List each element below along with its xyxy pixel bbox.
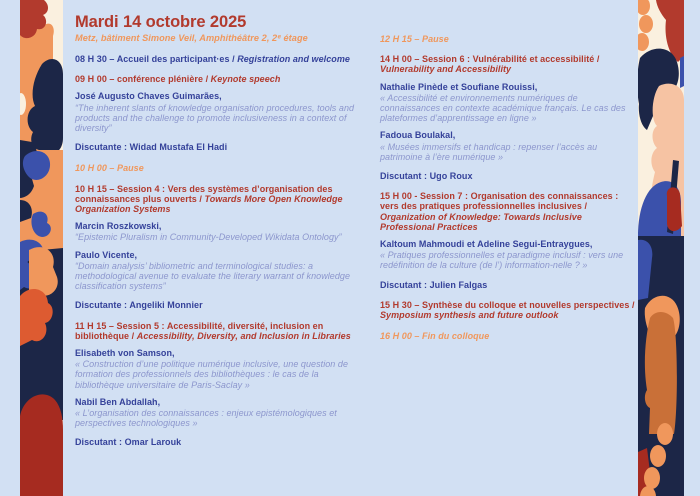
language-separator: / <box>629 299 635 310</box>
language-separator: / <box>129 330 137 341</box>
session-title-fr: 15 H 00 - Session 7 : Organisation des connaissances : vers des pratiques professionnelles inclusives <box>380 191 619 212</box>
talk-title: « Accessibilité et environnements numériques de connaissances en contexte académique français. Le cas des plateformes d’apprentissage en ligne » <box>380 92 626 124</box>
discussant-line: Discutante : Widad Mustafa El Hadi <box>75 142 228 153</box>
session-entry <box>75 184 367 215</box>
talk-title: “Epistemic Pluralism in Community-Developed Wikidata Ontology” <box>75 232 342 243</box>
abstract-profiles-illustration-left <box>20 0 63 496</box>
language-separator: / <box>203 74 211 85</box>
left-border-art <box>20 0 63 496</box>
language-separator: / <box>229 54 238 64</box>
session-title-en: Organization of Knowledge: Towards Inclusive Professional Practices <box>380 211 582 232</box>
session-entry <box>75 74 367 84</box>
speaker-name: Kaltoum Mahmoudi et Adeline Segui-Entraygues, <box>380 239 593 250</box>
speaker-name: Marcin Roszkowski, <box>75 221 162 232</box>
session-title-en: Keynote speech <box>210 74 281 85</box>
discussant-line: Discutant : Ugo Roux <box>380 171 473 182</box>
talk-title: « Pratiques professionnelles et paradigme inclusif : vers une redéfinition de la culture (de l’) information-nelle ? » <box>380 250 624 271</box>
session-title-en: Registration and welcome <box>237 54 350 64</box>
session-entry <box>75 54 367 64</box>
speaker-name: Paulo Vicente, <box>75 249 138 260</box>
speaker-name: Nathalie Pinède et Soufiane Rouissi, <box>380 81 538 92</box>
session-title-en: Symposium synthesis and future outlook <box>380 310 559 321</box>
session-entry <box>380 300 637 320</box>
session-title-en: Towards More Open Knowledge Organization Systems <box>75 193 343 215</box>
session-entry <box>380 191 637 232</box>
pause-item: 10 H 00 – Pause <box>75 163 144 174</box>
program-blocks-left <box>75 54 367 448</box>
session-title-fr: 14 H 00 – Session 6 : Vulnérabilité et accessibilité <box>380 54 595 65</box>
speaker-name: José Augusto Chaves Guimarães, <box>75 91 222 102</box>
talk-title: « L’organisation des connaissances : enjeux epistémologiques et perspectives technologiques » <box>75 408 337 429</box>
language-separator: / <box>196 193 205 204</box>
language-separator: / <box>581 201 587 212</box>
session-title-fr: 10 H 15 – Session 4 : Vers des systèmes d’organisation des connaissances plus ouverts <box>75 183 333 204</box>
speaker-name: Elisabeth von Samson, <box>75 348 175 359</box>
pause-item: 12 H 15 – Pause <box>380 34 449 44</box>
program-column-right <box>380 34 637 341</box>
discussant-line: Discutante : Angeliki Monnier <box>75 300 203 311</box>
session-title-fr: 09 H 00 – conférence plénière <box>75 74 204 85</box>
session-title-en: Accessibility, Diversity, and Inclusion in Libraries <box>136 330 351 341</box>
talk-title: « Construction d’une politique numérique inclusive, une question de formation des professionnels des bibliothèques : le cas de la bibliothèque universitaire de Paris-Saclay » <box>75 359 349 390</box>
language-separator: / <box>594 54 600 65</box>
abstract-profiles-illustration-right <box>638 0 684 496</box>
right-border-art <box>638 0 684 496</box>
program-column-left <box>75 13 367 448</box>
pause-item: 16 H 00 – Fin du colloque <box>380 331 490 342</box>
speaker-name: Fadoua Boulakal, <box>380 130 456 141</box>
session-entry <box>75 321 367 341</box>
session-title-fr: 08 H 30 – Accueil des participant·es <box>75 54 230 64</box>
talk-title: “Domain analysis’ bibliometric and terminological studies: a methodological avenue to evaluate the literary warrant of knowledge classification systems” <box>75 260 351 292</box>
talk-title: « Musées immersifs et handicap : repenser l’accès au patrimoine à l’ère numérique » <box>380 141 598 162</box>
program-blocks-right <box>380 34 637 341</box>
session-title-en: Vulnerability and Accessibility <box>380 64 512 75</box>
discussant-line: Discutant : Omar Larouk <box>75 437 182 448</box>
session-entry <box>380 54 637 74</box>
venue-subtitle: Metz, bâtiment Simone Veil, Amphithéâtre 2, 2ᵉ étage <box>75 33 308 43</box>
session-title-fr: 15 H 30 – Synthèse du colloque et nouvelles perspectives <box>380 299 630 310</box>
speaker-name: Nabil Ben Abdallah, <box>75 396 161 407</box>
session-title-fr: 11 H 15 – Session 5 : Accessibilité, diversité, inclusion en bibliothèque <box>75 320 324 341</box>
talk-title: “The inherent slants of knowledge organisation procedures, tools and products and the challenge to promote inclusiveness in a context of diversity” <box>75 102 355 134</box>
page-title: Mardi 14 octobre 2025 <box>75 13 247 31</box>
discussant-line: Discutant : Julien Falgas <box>380 279 488 290</box>
